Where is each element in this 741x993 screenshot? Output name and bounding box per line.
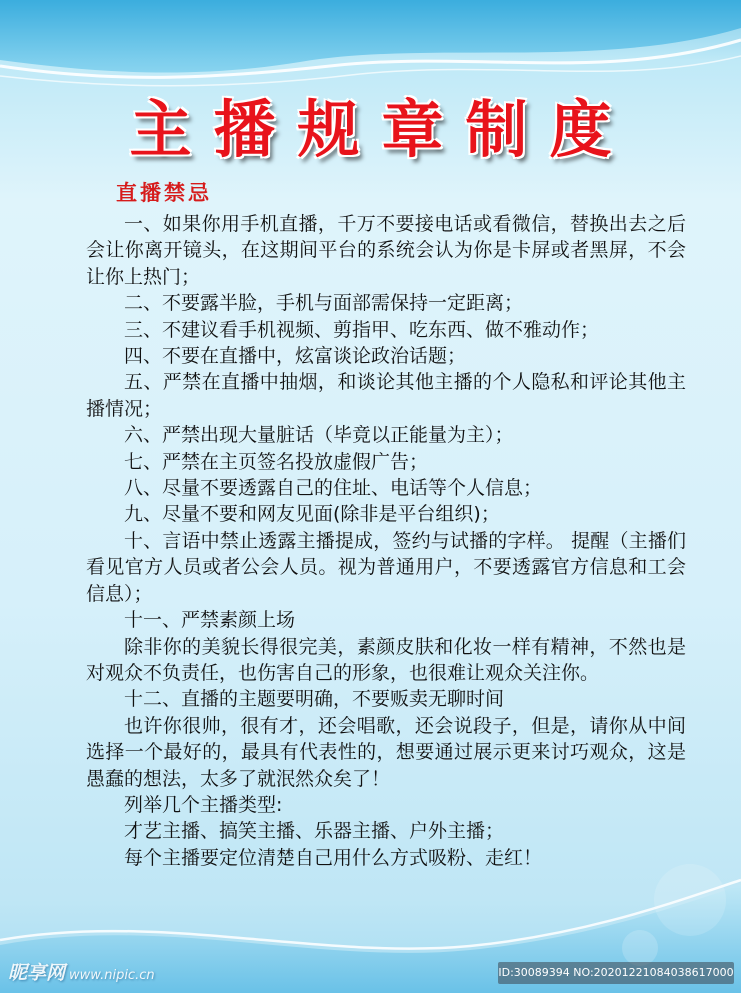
rule-paragraph: 四、不要在直播中，炫富谈论政治话题； — [124, 345, 467, 368]
rule-paragraph: 列举几个主播类型: — [124, 793, 283, 816]
rule-paragraph: 七、严禁在主页签名投放虚假广告； — [124, 450, 429, 473]
rule-paragraph: 十、言语中禁止透露主播提成，签约与试播的字样。 提醒（主播们看见官方人员或者公会人员。视为普通用户，不要透露官方信息和工会信息）； — [86, 529, 686, 605]
rule-paragraph: 十二、直播的主题要明确，不要贩卖无聊时间 — [124, 688, 505, 711]
rule-paragraph: 一、如果你用手机直播，千万不要接电话或看微信，替换出去之后会让你离开镜头，在这期间平台的系统会认为你是卡屏或者黑屏，不会让你上热门； — [86, 213, 686, 288]
rule-paragraph: 九、尽量不要和网友见面(除非是平台组织)； — [124, 503, 500, 526]
bokeh-circle — [654, 864, 726, 936]
rule-paragraph: 六、严禁出现大量脏话（毕竟以正能量为主）； — [124, 424, 514, 447]
rule-paragraph: 每个主播要定位清楚自己用什么方式吸粉、走红！ — [124, 846, 543, 869]
watermark-site-name: 昵享网 — [8, 962, 66, 984]
rule-paragraph: 也许你很帅，很有才，还会唱歌，还会说段子，但是，请你从中间选择一个最好的，最具有代表性的，想要通过展示更来讨巧观众，这是愚蠢的想法，太多了就泯然众矣了！ — [86, 714, 686, 790]
section-heading: 直播禁忌 — [116, 181, 212, 205]
rule-paragraph: 五、严禁在直播中抽烟，和谈论其他主播的个人隐私和评论其他主播情况； — [86, 371, 686, 420]
image-id-watermark: ID:30089394 NO:20201221084038617000 — [498, 962, 734, 984]
rules-content — [86, 211, 686, 871]
bokeh-circle-small — [622, 930, 658, 966]
site-watermark — [8, 958, 155, 985]
rule-paragraph: 二、不要露半脸，手机与面部需保持一定距离； — [124, 292, 524, 315]
rule-paragraph: 十一、严禁素颜上场 — [124, 609, 296, 632]
rule-paragraph: 三、不建议看手机视频、剪指甲、吃东西、做不雅动作； — [124, 318, 600, 341]
watermark-url: www.nipic.cn — [69, 968, 155, 983]
poster-title: 主播规章制度 — [129, 93, 634, 166]
rule-paragraph: 八、尽量不要透露自己的住址、电话等个人信息； — [124, 477, 543, 500]
rule-paragraph: 除非你的美貌长得很完美，素颜皮肤和化妆一样有精神，不然也是对观众不负责任，也伤害自己的形象，也很难让观众关注你。 — [86, 635, 686, 684]
rule-paragraph: 才艺主播、搞笑主播、乐器主播、户外主播； — [124, 820, 505, 843]
